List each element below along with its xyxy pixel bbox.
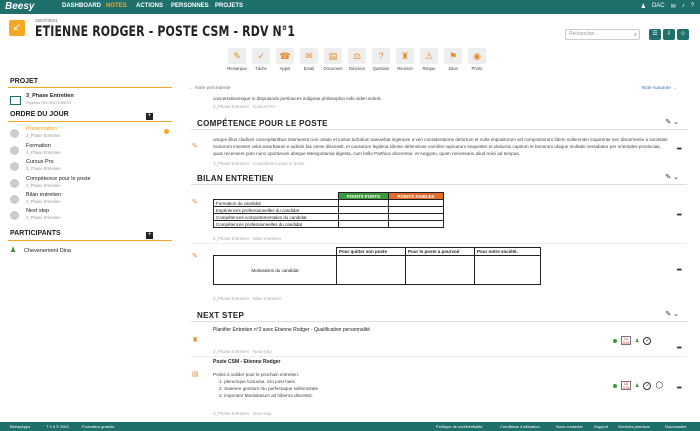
document-icon: ▤	[324, 48, 342, 64]
settings-icon[interactable]: ☰	[649, 29, 661, 40]
participant-icon: ♟	[10, 247, 17, 254]
divider	[8, 240, 172, 241]
agenda-avatar	[10, 195, 19, 204]
footer-link[interactable]: Conditions d'utilisation	[500, 424, 540, 429]
beesy-logo[interactable]: Beesy	[5, 1, 35, 12]
footer-link[interactable]: Nouveautés	[665, 424, 687, 429]
nav-notes[interactable]: NOTES	[106, 3, 127, 9]
agenda-avatar	[10, 146, 19, 155]
more-options-icon[interactable]: •••	[676, 146, 681, 153]
download-icon[interactable]: ⇩	[663, 29, 675, 40]
strengths-table	[213, 192, 444, 228]
table-row-label: Formation du candidat	[214, 200, 339, 207]
task-status	[613, 336, 651, 345]
back-icon[interactable]: ↙	[9, 20, 25, 36]
tool-email[interactable]: ✉ Email	[298, 48, 320, 71]
footer-version: T 2.5 © 2021	[46, 424, 70, 429]
points-faibles-header: POINTS FAIBLES	[389, 193, 444, 200]
assignee-icon: ♟	[635, 337, 640, 344]
comment-icon: ✎	[228, 48, 246, 64]
agenda-avatar	[10, 211, 19, 220]
remark-icon: ✎	[192, 199, 198, 206]
prev-note-link[interactable]: ← Note précédente	[189, 86, 231, 91]
nav-dashboard[interactable]: DASHBOARD	[62, 3, 101, 9]
footer	[0, 422, 700, 431]
table-header: Pour le poste à pourvoir	[406, 248, 475, 256]
nav-projets[interactable]: PROJETS	[215, 3, 244, 9]
tool-question[interactable]: ? Question	[370, 48, 392, 71]
calendar-icon[interactable]: 16 JUIL	[622, 381, 631, 390]
user-icon[interactable]: ♟	[640, 4, 646, 10]
agenda-avatar	[10, 162, 19, 171]
table-row-label: Motivations du candidat	[214, 256, 337, 285]
photo-icon: ◉	[468, 48, 486, 64]
check-icon[interactable]: ✓	[645, 382, 650, 389]
calendar-icon[interactable]: 14 JUIL	[622, 336, 631, 345]
divider	[191, 321, 687, 322]
search-input[interactable]	[565, 29, 640, 40]
table-header: Pour quitter son poste	[337, 248, 406, 256]
milestone-icon: ⚑	[444, 48, 462, 64]
intro-text: concertationesque in disputando pertinaces indignae philosophia mihi videri solent.	[213, 96, 382, 101]
table-header: Pour notre société.	[475, 248, 541, 256]
note-toolbar	[226, 48, 488, 71]
divider	[191, 129, 687, 130]
project-pipeline: Pipeline RECRUTEMENT	[26, 100, 73, 105]
agenda-avatar	[10, 179, 19, 188]
top-navigation	[0, 0, 700, 14]
section-title-competence: COMPÉTENCE POUR LE POSTE	[197, 119, 328, 128]
help-icon[interactable]: ?	[690, 3, 694, 9]
active-indicator	[164, 129, 169, 134]
participants-title: PARTICIPANTS	[10, 230, 61, 237]
competence-text-1: umque illius cladium concepitaritbus interiuerint non celato et iuntus turbidum saeviebat ingenium a veri consideratione detortum et nulla impositorum vel compositorum fidem sollemniter inquirente nec discernente a societate	[213, 137, 668, 142]
tool-jalon[interactable]: ⚑ Jalon	[442, 48, 464, 71]
check-icon[interactable]: ✓	[645, 337, 650, 344]
competence-text-3: quas recensere puto nunc oportunum absque Mesopotamia digesta, cum bella Parthica dicerentur, et Aegypto, quam necessario aliud reiici ad tempus.	[213, 151, 520, 156]
risk-icon: ⚠	[420, 48, 438, 64]
table-row-label: Compétences professionnelles du candidat	[214, 221, 339, 228]
section-title-bilan: BILAN ENTRETIEN	[197, 174, 274, 183]
task2-title[interactable]: Poste CSM - Etienne Rodger	[213, 359, 281, 365]
tool-risque[interactable]: ⚠ Risque	[418, 48, 440, 71]
footer-formation[interactable]: Formation gratuite	[82, 424, 115, 429]
section-title-next-step: NEXT STEP	[197, 311, 245, 320]
footer-brand[interactable]: BeesyApps	[10, 424, 31, 429]
status-dot	[613, 384, 617, 388]
project-icon	[10, 96, 21, 105]
tool-photo[interactable]: ◉ Photo	[466, 48, 488, 71]
nav-personnes[interactable]: PERSONNES	[171, 3, 209, 9]
question-icon: ?	[372, 48, 390, 64]
divider	[191, 243, 687, 244]
agenda-item-cursus[interactable]: Cursus Pro 3_Phase Entretien	[10, 159, 170, 175]
agenda-item-next-step[interactable]: Next step 3_Phase Entretien	[10, 208, 170, 224]
user-name[interactable]: DAC	[651, 3, 665, 9]
decision-icon: ⚖	[348, 48, 366, 64]
chat-icon[interactable]: ✉	[670, 4, 676, 10]
footer-link[interactable]: Support	[594, 424, 609, 429]
remark-icon: ✎	[192, 143, 198, 150]
task1-meta: 3_Phase Entretien · Next step	[213, 349, 272, 354]
agenda-item-competence[interactable]: Compétence pour le poste 3_Phase Entretien	[10, 176, 170, 192]
divider	[8, 87, 172, 88]
note-content	[183, 80, 693, 420]
footer-link[interactable]: Politique de confidentialité	[436, 424, 483, 429]
divider	[191, 184, 687, 185]
tool-remarque[interactable]: ✎ Remarque	[226, 48, 248, 71]
search-icon[interactable]: ⌕	[633, 32, 637, 38]
tool-decision[interactable]: ⚖ Décision	[346, 48, 368, 71]
table2-meta: 3_Phase Entretien · Bilan entretien	[213, 296, 282, 301]
task-status	[613, 380, 663, 391]
task-icon: ▤	[192, 371, 199, 378]
add-participant-icon[interactable]: +	[147, 232, 152, 238]
search-placeholder: Rechercher...	[569, 31, 599, 37]
table-row-label: Expériences professionnelles du candidat	[214, 207, 339, 214]
task-title[interactable]: Planifier Entretien n°2 avec Etienne Rodger - Qualification personnalité	[213, 327, 371, 333]
section-actions[interactable]: ✎ ⌄	[665, 311, 679, 318]
bell-icon[interactable]: ♪	[681, 3, 685, 9]
phone-icon: ☎	[276, 48, 294, 64]
more-options-icon[interactable]: •••	[676, 345, 681, 352]
intro-meta: 3_Phase Entretien · Cursus Pro	[213, 104, 275, 109]
task-icon: ✓	[252, 48, 270, 64]
divider	[191, 356, 687, 357]
remark-icon: ✎	[192, 253, 198, 260]
projet-title: PROJET	[10, 78, 39, 85]
agenda-avatar	[10, 129, 19, 138]
status-dot	[613, 339, 617, 343]
project-name[interactable]: 3_Phase Entretien	[26, 93, 74, 99]
tool-tache[interactable]: ✓ Tâche	[250, 48, 272, 71]
assignee-icon: ♟	[635, 382, 640, 389]
competence-meta: 3_Phase Entretien · Compétence pour le poste	[213, 161, 305, 166]
footer-link[interactable]: Services premium	[618, 424, 651, 429]
table-row-label: Compétences comportementales du candidat	[214, 214, 339, 221]
task2-point: 3. imperator Mediolanum ad hiberna discessit.	[219, 393, 313, 398]
tool-reunion[interactable]: ♜ Réunion	[394, 48, 416, 71]
more-options-icon[interactable]: •••	[676, 212, 681, 219]
meeting-icon: ♜	[396, 48, 414, 64]
divider	[8, 121, 172, 122]
task2-point: 1. plerumque luctuosa, icto post haec.	[219, 379, 297, 384]
meeting-date: 16/07/2021	[35, 18, 58, 23]
users-icon[interactable]: ☺	[677, 29, 689, 40]
task2-intro: Points à valider pour le prochain entretien:	[213, 372, 300, 377]
points-forts-header: POINTS FORTS	[339, 193, 389, 200]
tool-document[interactable]: ▤ Document	[322, 48, 344, 71]
meeting-icon: ♜	[192, 337, 199, 344]
table1-meta: 3_Phase Entretien · Bilan entretien	[213, 236, 282, 241]
page-title: ETIENNE RODGER - POSTE CSM - RDV N°1	[35, 24, 296, 40]
section-actions[interactable]: ✎ ⌄	[665, 174, 679, 181]
nav-actions[interactable]: ACTIONS	[136, 3, 163, 9]
footer-link[interactable]: Nous contacter	[556, 424, 583, 429]
more-options-icon[interactable]: •••	[676, 267, 681, 274]
more-options-icon[interactable]: •••	[676, 385, 681, 392]
email-icon: ✉	[300, 48, 318, 64]
hexagon-icon[interactable]: ⬡	[655, 380, 664, 390]
task2-meta: 3_Phase Entretien · Next step	[213, 411, 272, 416]
motivations-table	[213, 247, 541, 285]
section-actions[interactable]: ✎ ⌄	[665, 119, 679, 126]
competence-text-2: noxiorum insontes velut exturbatum e iudiciis fas omne discessit, et causarum legitima silente defensione carnifex rapinarum sequester et obductio capitum et bonorum ubique multatio versabatur per orientales provincias,	[213, 144, 661, 149]
agenda-item-bilan[interactable]: Bilan entretien 3_Phase Entretien	[10, 192, 170, 208]
add-agenda-icon[interactable]: +	[147, 113, 152, 119]
tool-appel[interactable]: ☎ Appel	[274, 48, 296, 71]
next-note-link[interactable]: Note suivante →	[641, 86, 677, 91]
agenda-item-formation[interactable]: Formation 3_Phase Entretien	[10, 143, 170, 159]
agenda-title: ORDRE DU JOUR	[10, 111, 69, 118]
task2-point: 2. Saeeere gentium ritu perfectaque sollemnitate	[219, 386, 319, 391]
agenda-item-presentation[interactable]: Présentation 3_Phase Entretien	[10, 126, 170, 142]
